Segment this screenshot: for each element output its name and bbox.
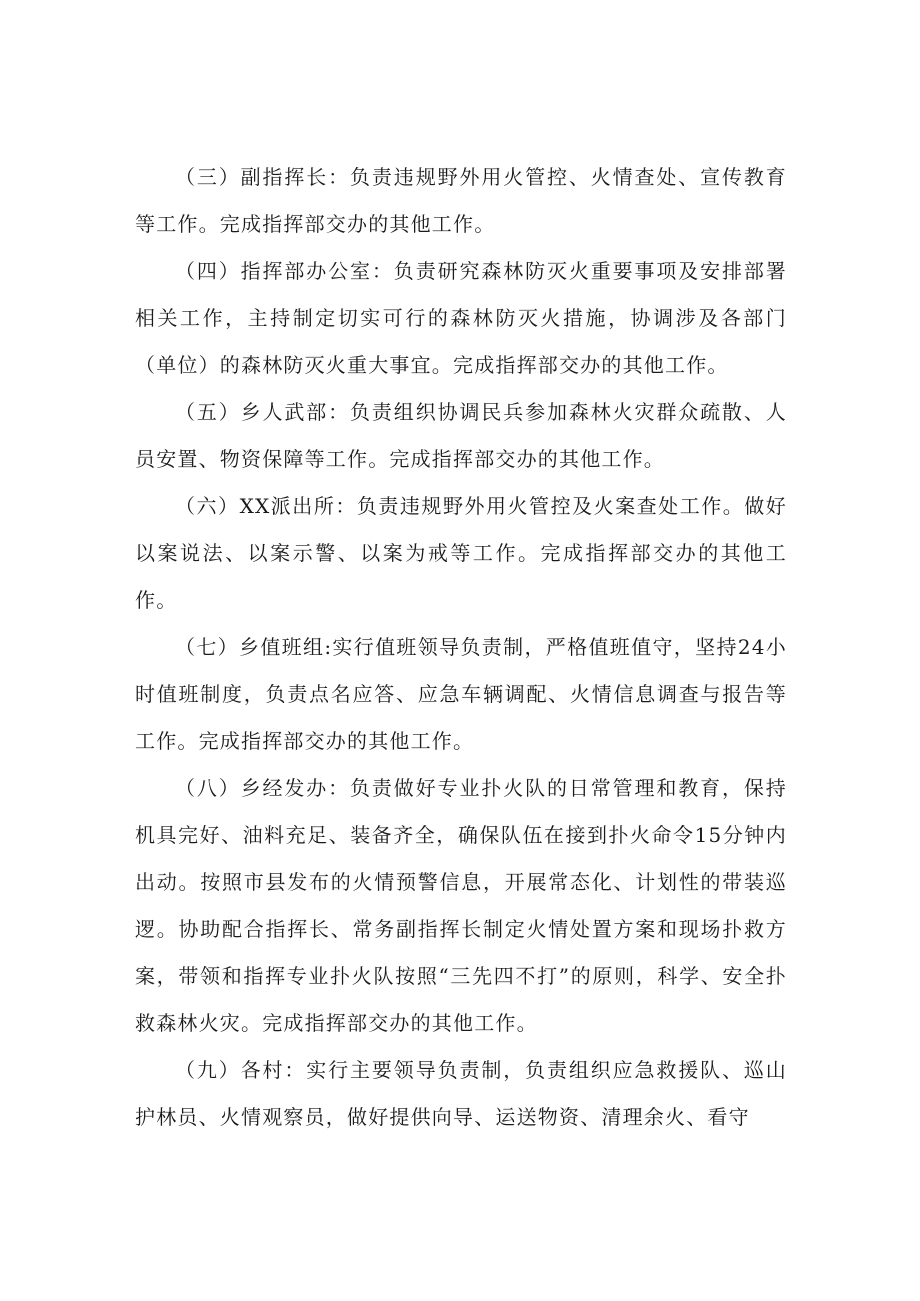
paragraph-duty-group: （七）乡值班组:实行值班领导负责制，严格值班值守，坚持24小时值班制度，负责点名应答、应急车辆调配、火情信息调查与报告等工作。完成指挥部交办的其他工作。 [135, 635, 787, 753]
paragraph-police-station: （六）XX派出所：负责违规野外用火管控及火案查处工作。做好以案说法、以案示警、以案为戒等工作。完成指挥部交办的其他工作。 [135, 494, 787, 612]
paragraph-armed-forces-dept: （五）乡人武部：负责组织协调民兵参加森林火灾群众疏散、人员安置、物资保障等工作。完成指挥部交办的其他工作。 [135, 400, 787, 471]
paragraph-deputy-commander: （三）副指挥长：负责违规野外用火管控、火情查处、宣传教育等工作。完成指挥部交办的其他工作。 [135, 165, 787, 236]
paragraph-economic-office: （八）乡经发办：负责做好专业扑火队的日常管理和教育，保持机具完好、油料充足、装备齐全，确保队伍在接到扑火命令15分钟内出动。按照市县发布的火情预警信息，开展常态化、计划性的带装巡逻。协助配合指挥长、常务副指挥长制定火情处置方案和现场扑救方案，带领和指挥专业扑火队按照“三先四不打”的原则，科学、安全扑救森林火灾。完成指挥部交办的其他工作。 [135, 776, 787, 1035]
paragraph-villages: （九）各村：实行主要领导负责制，负责组织应急救援队、巡山护林员、火情观察员，做好提供向导、运送物资、清理余火、看守 [135, 1058, 787, 1129]
paragraph-command-office: （四）指挥部办公室：负责研究森林防灭火重要事项及安排部署相关工作，主持制定切实可行的森林防灭火措施，协调涉及各部门（单位）的森林防灭火重大事宜。完成指挥部交办的其他工作。 [135, 259, 787, 377]
document-body [135, 154, 787, 1141]
